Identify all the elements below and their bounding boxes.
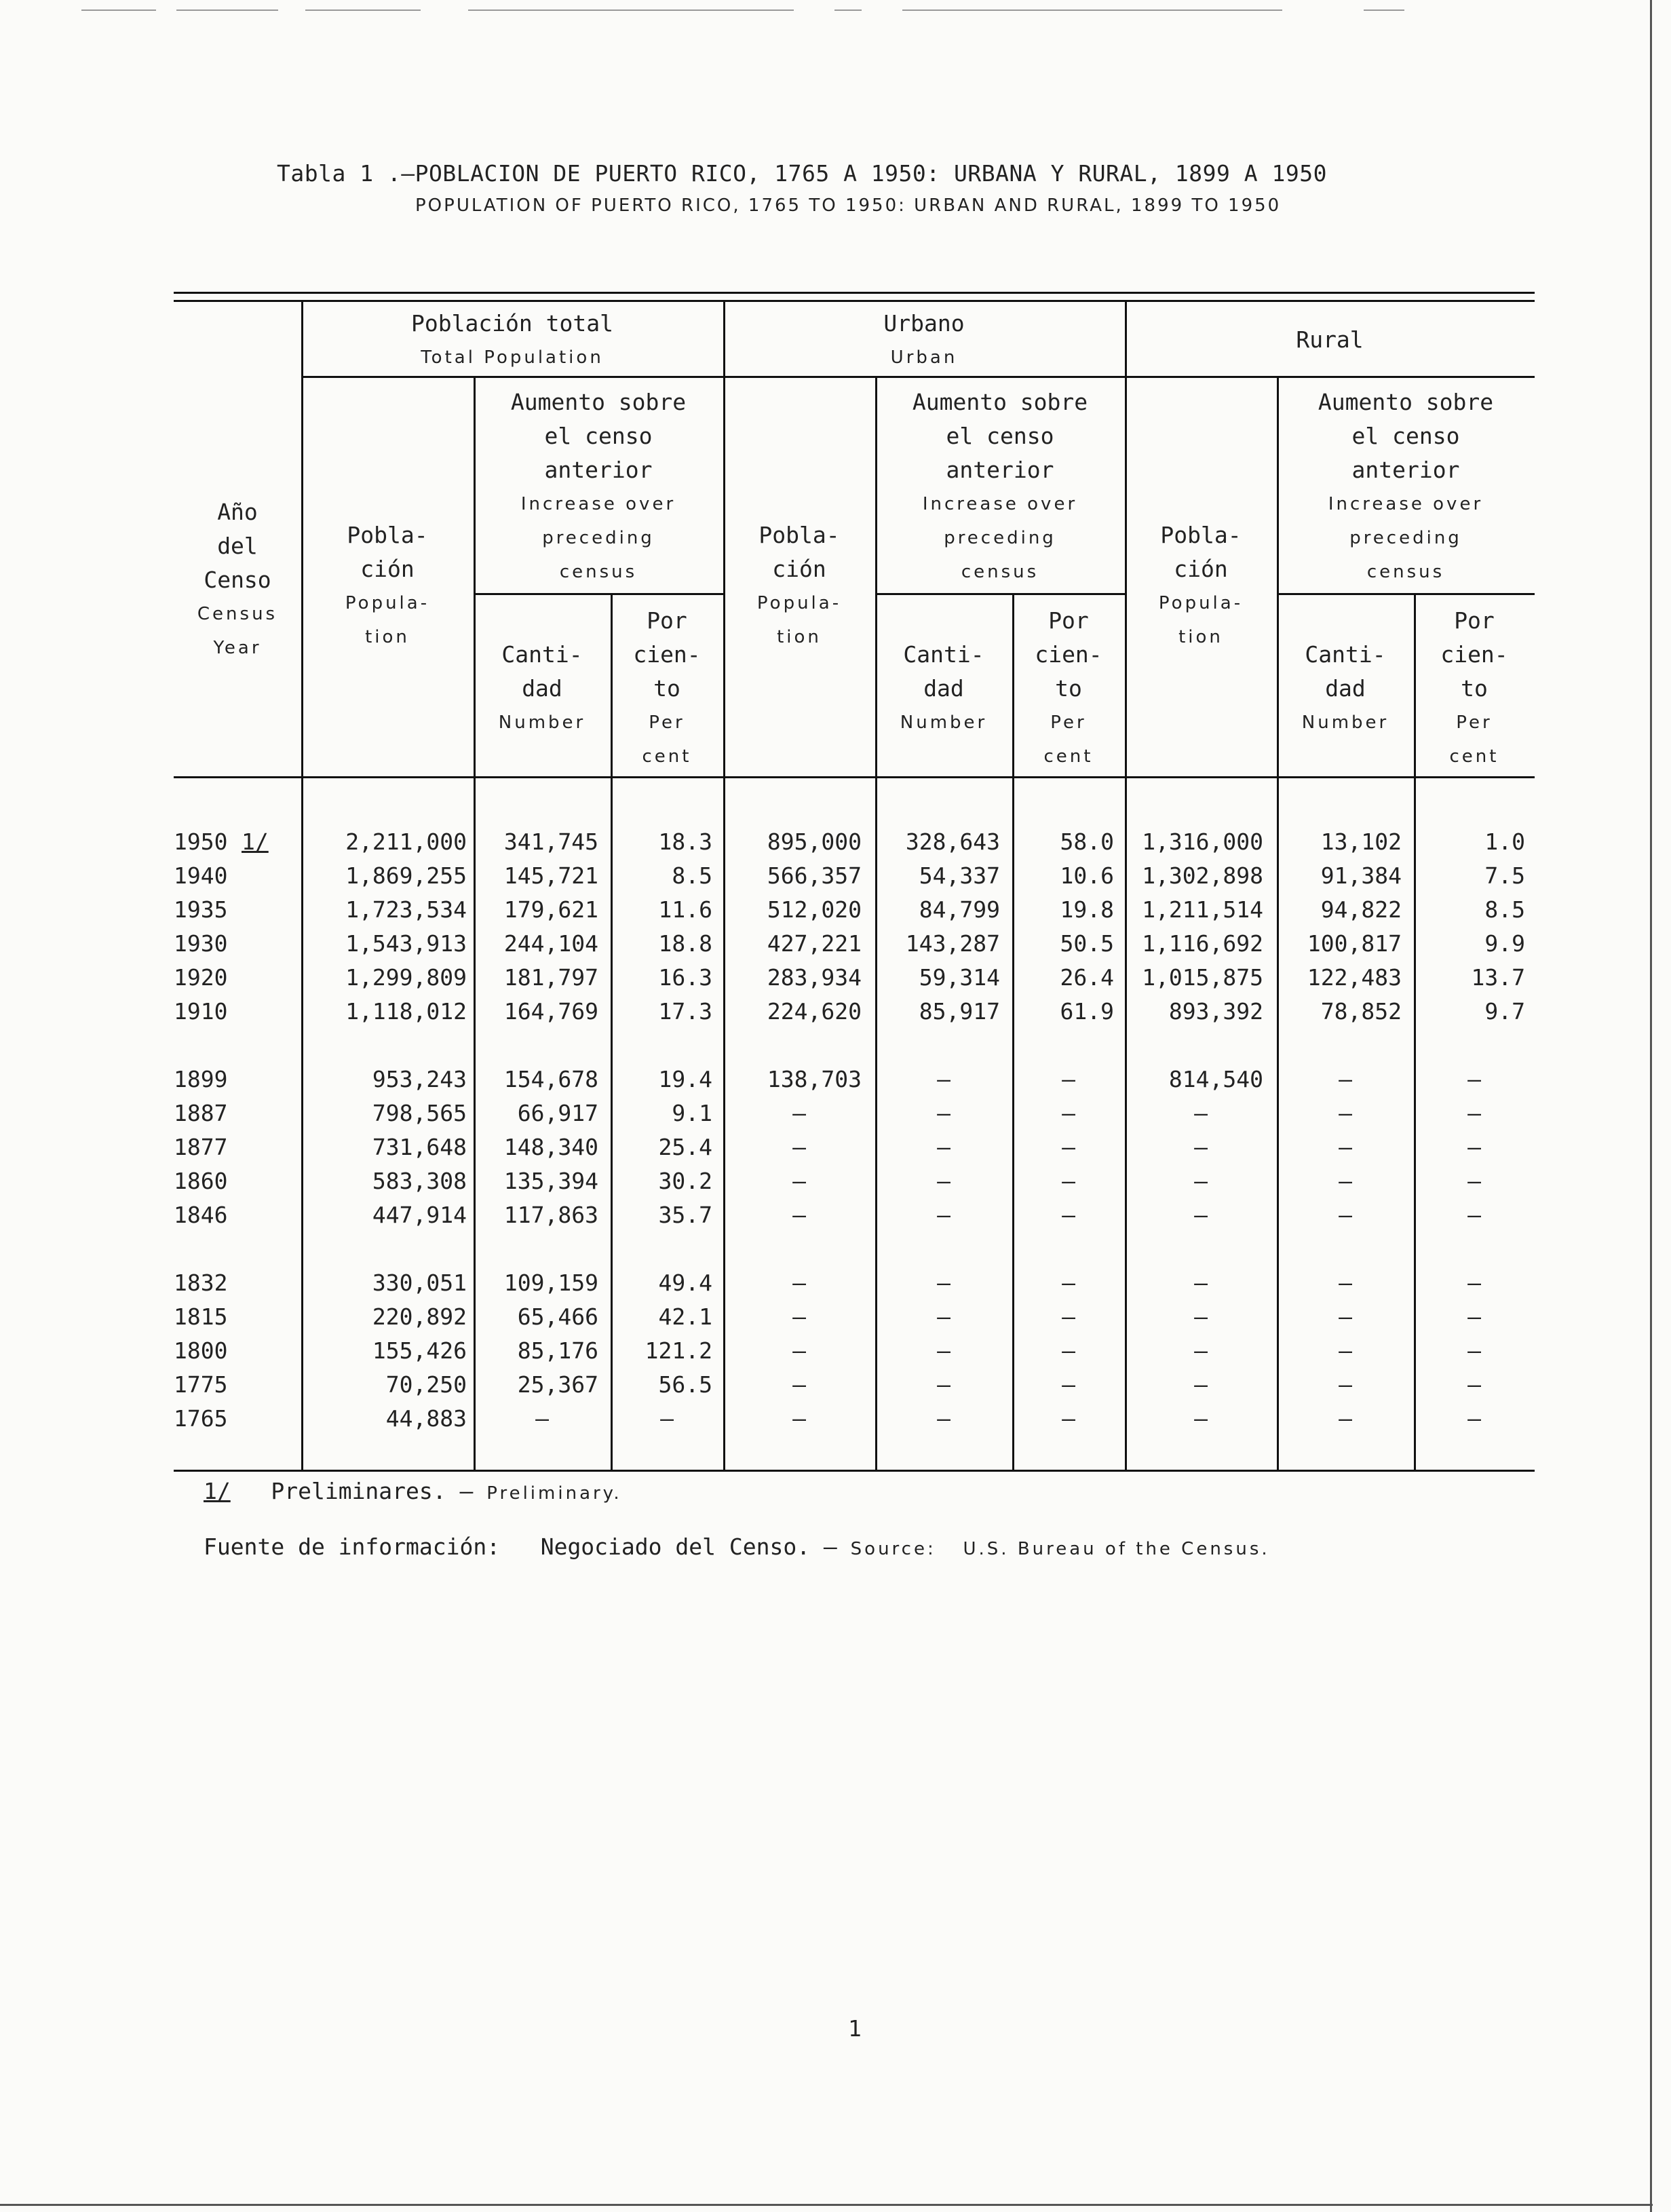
footnote-english: Preliminary. — [486, 1483, 622, 1504]
header-text: el censo — [1351, 423, 1460, 449]
cell-rural-inc: 13,102 — [1320, 828, 1402, 855]
cell-rural-pct: — — [1467, 1100, 1481, 1126]
header-text: del — [217, 533, 258, 559]
header-text: anterior — [544, 457, 653, 483]
subheader-rule — [474, 593, 723, 595]
cell-year: 1935 — [174, 896, 228, 923]
cell-rural-inc: 91,384 — [1320, 862, 1402, 889]
cell-total: 70,250 — [385, 1371, 467, 1398]
footnote-spanish: Preliminares. — — [271, 1478, 474, 1504]
header-text: census — [559, 562, 638, 582]
table-row — [174, 995, 1535, 1029]
header-text: cent — [1043, 746, 1094, 767]
cell-urban-inc: — — [937, 1134, 950, 1160]
cell-total: 731,648 — [372, 1134, 467, 1160]
table-row — [174, 1300, 1535, 1334]
cell-year: 1930 — [174, 930, 228, 957]
cell-total: 1,543,913 — [345, 930, 467, 957]
source-spanish-label: Fuente de información: — [204, 1533, 501, 1560]
cell-urban: — — [792, 1371, 806, 1398]
cell-urban: 283,934 — [767, 964, 862, 991]
source-english-label: Source: — [850, 1539, 936, 1559]
header-text: census — [1366, 562, 1445, 582]
table-row — [174, 1334, 1535, 1368]
cell-urban: 512,020 — [767, 896, 862, 923]
cell-year: 1765 — [174, 1405, 228, 1432]
header-text: Por — [1048, 607, 1089, 634]
cell-urban-pct: 61.9 — [1060, 998, 1114, 1025]
cell-rural-pct: — — [1467, 1066, 1481, 1092]
cell-urban-inc: 85,917 — [919, 998, 1000, 1025]
cell-rural: — — [1194, 1337, 1208, 1364]
page-edge — [0, 2204, 1653, 2206]
header-text: Por — [1454, 607, 1495, 634]
cell-total: 1,299,809 — [345, 964, 467, 991]
population-subheader — [301, 518, 474, 654]
cell-total-pct: 19.4 — [658, 1066, 712, 1092]
cell-rural: — — [1194, 1168, 1208, 1194]
header-text: Pobla- — [758, 522, 840, 548]
cell-rural-pct: — — [1467, 1134, 1481, 1160]
cell-urban-pct: 26.4 — [1060, 964, 1114, 991]
cell-rural-inc: — — [1339, 1371, 1352, 1398]
percent-subheader — [1414, 604, 1535, 774]
cell-urban: 427,221 — [767, 930, 862, 957]
number-subheader — [1277, 638, 1414, 740]
cell-rural: 1,116,692 — [1142, 930, 1263, 957]
cell-total-pct: — — [660, 1405, 674, 1432]
cell-rural-pct: — — [1467, 1202, 1481, 1228]
header-text: Aumento sobre — [1318, 389, 1494, 415]
header-text: dad — [522, 675, 562, 702]
header-bottom-rule — [174, 776, 1535, 778]
header-text: Aumento sobre — [912, 389, 1088, 415]
cell-urban-inc: 84,799 — [919, 896, 1000, 923]
header-text: Rural — [1296, 326, 1364, 353]
scan-artifact-rule — [305, 9, 421, 11]
header-text: Urbano — [883, 310, 965, 337]
cell-total-pct: 56.5 — [658, 1371, 712, 1398]
cell-rural: — — [1194, 1371, 1208, 1398]
table-bottom-rule — [174, 1470, 1535, 1472]
cell-rural-pct: — — [1467, 1405, 1481, 1432]
source-english-value: U.S. Bureau of the Census. — [963, 1539, 1270, 1559]
cell-urban: — — [792, 1337, 806, 1364]
header-text: Canti- — [1305, 641, 1386, 668]
cell-urban-inc: — — [937, 1066, 950, 1092]
header-text: cien- — [1440, 641, 1508, 668]
cell-urban: 138,703 — [767, 1066, 862, 1092]
cell-rural-inc: — — [1339, 1168, 1352, 1194]
table-top-rule — [174, 300, 1535, 302]
header-text: Censo — [204, 567, 271, 593]
header-text: Increase over — [520, 494, 676, 514]
cell-total-pct: 30.2 — [658, 1168, 712, 1194]
header-text: to — [653, 675, 680, 702]
cell-urban: — — [792, 1202, 806, 1228]
cell-year: 1800 — [174, 1337, 228, 1364]
cell-year: 1910 — [174, 998, 228, 1025]
cell-rural-inc: — — [1339, 1270, 1352, 1296]
header-text: Number — [1301, 712, 1389, 733]
cell-rural: 1,211,514 — [1142, 896, 1263, 923]
year-column-header — [174, 495, 301, 665]
cell-year: 1860 — [174, 1168, 228, 1194]
cell-total-inc: 25,367 — [517, 1371, 598, 1398]
cell-rural: 1,316,000 — [1142, 828, 1263, 855]
header-text: to — [1461, 675, 1488, 702]
cell-total-pct: 35.7 — [658, 1202, 712, 1228]
cell-rural: — — [1194, 1202, 1208, 1228]
header-text: Urban — [890, 347, 958, 368]
population-subheader — [1125, 518, 1277, 654]
cell-total-inc: 65,466 — [517, 1303, 598, 1330]
table-top-rule — [174, 292, 1535, 294]
header-text: Number — [498, 712, 586, 733]
percent-subheader — [1012, 604, 1125, 774]
increase-subheader — [875, 385, 1125, 589]
cell-urban-inc: 143,287 — [905, 930, 1000, 957]
population-table — [174, 292, 1535, 1472]
header-text: preceding — [1349, 528, 1462, 548]
subheader-rule — [1277, 593, 1535, 595]
header-text: anterior — [946, 457, 1054, 483]
table-row — [174, 1130, 1535, 1164]
header-text: to — [1055, 675, 1082, 702]
cell-year: 1815 — [174, 1303, 228, 1330]
cell-rural: — — [1194, 1303, 1208, 1330]
cell-total-pct: 49.4 — [658, 1270, 712, 1296]
header-text: Increase over — [922, 494, 1078, 514]
cell-urban-pct: — — [1062, 1303, 1075, 1330]
cell-total-inc: 244,104 — [503, 930, 598, 957]
cell-urban: — — [792, 1270, 806, 1296]
header-text: tion — [777, 627, 822, 647]
table-title-spanish: Tabla 1 .—POBLACION DE PUERTO RICO, 1765 A 1950: URBANA Y RURAL, 1899 A 1950 — [277, 160, 1327, 187]
cell-rural-inc: — — [1339, 1405, 1352, 1432]
page-edge — [1650, 0, 1652, 2212]
cell-urban-inc: 54,337 — [919, 862, 1000, 889]
cell-total-inc: 341,745 — [503, 828, 598, 855]
cell-total: 330,051 — [372, 1270, 467, 1296]
header-text: Canti- — [903, 641, 984, 668]
cell-total-inc: 117,863 — [503, 1202, 598, 1228]
header-text: anterior — [1351, 457, 1460, 483]
header-text: Total Population — [421, 347, 604, 368]
cell-rural: — — [1194, 1134, 1208, 1160]
header-text: ción — [360, 556, 415, 582]
table-row — [174, 1164, 1535, 1198]
cell-total: 953,243 — [372, 1066, 467, 1092]
header-text: cent — [1449, 746, 1499, 767]
footnote — [204, 1478, 622, 1504]
header-text: el censo — [544, 423, 653, 449]
cell-total-inc: 109,159 — [503, 1270, 598, 1296]
source-line — [204, 1533, 1270, 1560]
cell-rural-pct: 7.5 — [1484, 862, 1525, 889]
cell-rural-pct: 9.7 — [1484, 998, 1525, 1025]
scan-artifact-rule — [176, 9, 278, 11]
cell-rural: — — [1194, 1100, 1208, 1126]
cell-total-pct: 121.2 — [645, 1337, 712, 1364]
header-text: Increase over — [1328, 494, 1484, 514]
cell-total-pct: 25.4 — [658, 1134, 712, 1160]
cell-total-inc: — — [535, 1405, 549, 1432]
cell-year: 1846 — [174, 1202, 228, 1228]
table-row — [174, 961, 1535, 995]
cell-rural-pct: 1.0 — [1484, 828, 1525, 855]
header-text: cien- — [1035, 641, 1102, 668]
cell-total-pct: 42.1 — [658, 1303, 712, 1330]
cell-urban: 566,357 — [767, 862, 862, 889]
cell-total-inc: 154,678 — [503, 1066, 598, 1092]
table-row — [174, 1368, 1535, 1402]
header-text: Pobla- — [347, 522, 428, 548]
cell-rural-inc: 122,483 — [1307, 964, 1402, 991]
cell-total: 1,723,534 — [345, 896, 467, 923]
cell-year: 1887 — [174, 1100, 228, 1126]
table-row — [174, 859, 1535, 893]
cell-urban-pct: 58.0 — [1060, 828, 1114, 855]
cell-total-inc: 181,797 — [503, 964, 598, 991]
subheader-rule — [875, 593, 1125, 595]
cell-rural: — — [1194, 1405, 1208, 1432]
rural-group-header — [1125, 323, 1535, 357]
cell-urban: — — [792, 1100, 806, 1126]
table-title-english: POPULATION OF PUERTO RICO, 1765 TO 1950: URBAN AND RURAL, 1899 TO 1950 — [415, 195, 1282, 216]
header-text: Pobla- — [1160, 522, 1242, 548]
cell-urban-inc: — — [937, 1371, 950, 1398]
header-text: tion — [1178, 627, 1223, 647]
cell-total: 583,308 — [372, 1168, 467, 1194]
urban-group-header — [723, 307, 1125, 375]
cell-rural-inc: — — [1339, 1066, 1352, 1092]
header-text: Popula- — [345, 593, 430, 613]
footnote-marker: 1/ — [204, 1478, 231, 1504]
cell-rural-inc: — — [1339, 1337, 1352, 1364]
header-text: tion — [365, 627, 410, 647]
cell-year: 1940 — [174, 862, 228, 889]
cell-total-pct: 11.6 — [658, 896, 712, 923]
scan-artifact-rule — [468, 9, 794, 11]
cell-rural: 814,540 — [1168, 1066, 1263, 1092]
header-text: Población total — [410, 310, 613, 337]
cell-total: 2,211,000 — [345, 828, 467, 855]
scan-artifact-rule — [834, 9, 862, 11]
cell-rural-inc: — — [1339, 1202, 1352, 1228]
cell-urban-pct: — — [1062, 1202, 1075, 1228]
header-text: preceding — [944, 528, 1056, 548]
cell-rural-pct: — — [1467, 1303, 1481, 1330]
cell-total: 798,565 — [372, 1100, 467, 1126]
cell-year: 1775 — [174, 1371, 228, 1398]
table-row — [174, 927, 1535, 961]
cell-urban-pct: — — [1062, 1371, 1075, 1398]
cell-urban-pct: — — [1062, 1168, 1075, 1194]
cell-rural-pct: — — [1467, 1168, 1481, 1194]
cell-total: 1,118,012 — [345, 998, 467, 1025]
cell-total-pct: 16.3 — [658, 964, 712, 991]
cell-rural-inc: 94,822 — [1320, 896, 1402, 923]
increase-subheader — [1277, 385, 1535, 589]
header-text: Popula- — [1158, 593, 1244, 613]
cell-rural-inc: — — [1339, 1303, 1352, 1330]
cell-rural-pct: — — [1467, 1270, 1481, 1296]
cell-total-inc: 148,340 — [503, 1134, 598, 1160]
number-subheader — [474, 638, 611, 740]
cell-total-inc: 85,176 — [517, 1337, 598, 1364]
cell-total-inc: 66,917 — [517, 1100, 598, 1126]
cell-year: 1899 — [174, 1066, 228, 1092]
cell-urban: — — [792, 1303, 806, 1330]
header-text: ción — [1174, 556, 1228, 582]
cell-rural: 1,302,898 — [1142, 862, 1263, 889]
cell-total-pct: 18.3 — [658, 828, 712, 855]
page-number: 1 — [848, 2015, 862, 2042]
cell-rural-pct: — — [1467, 1337, 1481, 1364]
header-text: preceding — [542, 528, 655, 548]
cell-rural: — — [1194, 1270, 1208, 1296]
cell-total: 44,883 — [385, 1405, 467, 1432]
cell-total: 155,426 — [372, 1337, 467, 1364]
cell-urban-pct: — — [1062, 1066, 1075, 1092]
header-text: Per — [649, 712, 685, 733]
cell-urban-pct: 10.6 — [1060, 862, 1114, 889]
header-text: Year — [213, 638, 262, 658]
cell-total: 1,869,255 — [345, 862, 467, 889]
cell-total-pct: 18.8 — [658, 930, 712, 957]
cell-urban-pct: 19.8 — [1060, 896, 1114, 923]
cell-rural-pct: — — [1467, 1371, 1481, 1398]
table-row — [174, 1063, 1535, 1097]
cell-total-pct: 17.3 — [658, 998, 712, 1025]
header-text: cien- — [633, 641, 701, 668]
cell-urban-inc: 328,643 — [905, 828, 1000, 855]
cell-urban: 895,000 — [767, 828, 862, 855]
cell-year: 1877 — [174, 1134, 228, 1160]
header-text: dad — [923, 675, 964, 702]
table-row — [174, 825, 1535, 859]
table-row — [174, 1198, 1535, 1232]
cell-total-inc: 135,394 — [503, 1168, 598, 1194]
cell-urban-pct: — — [1062, 1405, 1075, 1432]
cell-rural-inc: — — [1339, 1134, 1352, 1160]
header-text: Popula- — [756, 593, 842, 613]
cell-urban-pct: 50.5 — [1060, 930, 1114, 957]
cell-rural-inc: 100,817 — [1307, 930, 1402, 957]
cell-urban-pct: — — [1062, 1337, 1075, 1364]
cell-urban-inc: — — [937, 1303, 950, 1330]
header-text: Por — [647, 607, 687, 634]
table-row — [174, 893, 1535, 927]
cell-rural-inc: — — [1339, 1100, 1352, 1126]
cell-urban-inc: — — [937, 1405, 950, 1432]
cell-urban: — — [792, 1405, 806, 1432]
cell-rural-pct: 8.5 — [1484, 896, 1525, 923]
scan-artifact-rule — [81, 9, 156, 11]
cell-urban-inc: — — [937, 1202, 950, 1228]
increase-subheader — [474, 385, 723, 589]
cell-urban-inc: — — [937, 1100, 950, 1126]
footnote-ref: 1/ — [242, 828, 269, 855]
cell-rural-pct: 13.7 — [1471, 964, 1525, 991]
cell-urban: — — [792, 1168, 806, 1194]
cell-rural-inc: 78,852 — [1320, 998, 1402, 1025]
scan-artifact-rule — [1364, 9, 1404, 11]
scan-artifact-rule — [902, 9, 1282, 11]
cell-total-inc: 179,621 — [503, 896, 598, 923]
cell-total: 447,914 — [372, 1202, 467, 1228]
source-spanish-value: Negociado del Censo. — — [540, 1533, 837, 1560]
cell-urban-inc: — — [937, 1270, 950, 1296]
table-row — [174, 1097, 1535, 1130]
header-text: Per — [1456, 712, 1493, 733]
header-text: Census — [197, 604, 278, 624]
header-text: el censo — [946, 423, 1054, 449]
header-text: ción — [772, 556, 826, 582]
number-subheader — [875, 638, 1012, 740]
header-text: Canti- — [501, 641, 583, 668]
cell-total: 220,892 — [372, 1303, 467, 1330]
header-text: Año — [217, 499, 258, 525]
group-header-rule — [301, 376, 1535, 378]
cell-total-inc: 145,721 — [503, 862, 598, 889]
cell-rural-pct: 9.9 — [1484, 930, 1525, 957]
header-text: Aumento sobre — [510, 389, 687, 415]
cell-urban-inc: — — [937, 1337, 950, 1364]
cell-urban-pct: — — [1062, 1270, 1075, 1296]
cell-urban: — — [792, 1134, 806, 1160]
cell-year: 1920 — [174, 964, 228, 991]
cell-urban-inc: — — [937, 1168, 950, 1194]
cell-rural: 1,015,875 — [1142, 964, 1263, 991]
cell-urban-pct: — — [1062, 1100, 1075, 1126]
cell-year: 1832 — [174, 1270, 228, 1296]
cell-urban: 224,620 — [767, 998, 862, 1025]
header-text: dad — [1325, 675, 1366, 702]
cell-urban-inc: 59,314 — [919, 964, 1000, 991]
cell-urban-pct: — — [1062, 1134, 1075, 1160]
percent-subheader — [611, 604, 723, 774]
table-row — [174, 1266, 1535, 1300]
cell-total-inc: 164,769 — [503, 998, 598, 1025]
header-text: census — [961, 562, 1039, 582]
cell-total-pct: 8.5 — [672, 862, 712, 889]
total-group-header — [301, 307, 613, 375]
header-text: Per — [1050, 712, 1087, 733]
cell-year: 1950 — [174, 828, 228, 855]
header-text: Number — [900, 712, 988, 733]
header-text: cent — [642, 746, 692, 767]
table-row — [174, 1402, 1535, 1436]
cell-total-pct: 9.1 — [672, 1100, 712, 1126]
cell-rural: 893,392 — [1168, 998, 1263, 1025]
population-subheader — [723, 518, 875, 654]
